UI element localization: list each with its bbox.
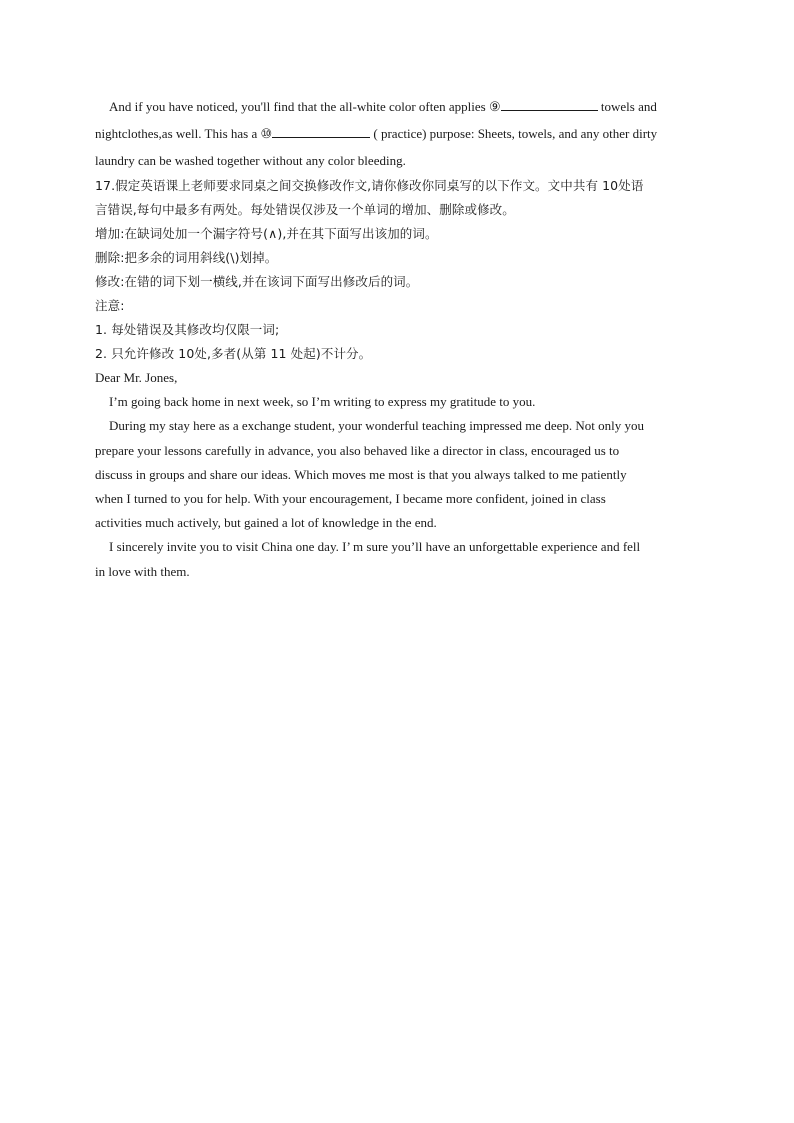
passage-line-1 [95,93,700,120]
letter-paragraph-1: I’m going back home in next week, so I’m writing to express my gratitude to you. [109,394,536,410]
passage-line-3: laundry can be washed together without any color bleeding. [95,153,406,168]
letter-paragraph-2-line-5: activities much actively, but gained a lot of knowledge in the end. [95,515,437,531]
add-rule: 增加:在缺词处加一个漏字符号(∧),并在其下面写出该加的词。 [95,226,438,241]
blank-9[interactable] [501,98,598,111]
document-page [95,93,700,584]
passage-text: towels and [597,99,657,114]
letter-paragraph-3-line-1: I sincerely invite you to visit China one day. I’ m sure you’ll have an unforgettable experience and fell [109,539,641,555]
passage-text: And if you have noticed, you'll find that the all-white color often applies ⑨ [109,99,501,114]
letter-paragraph-2-line-3: discuss in groups and share our ideas. Which moves me most is that you always talked to me patiently [95,466,627,482]
modify-rule: 修改:在错的词下划一横线,并在该词下面写出修改后的词。 [95,274,419,289]
letter-body [95,366,700,584]
note-2: 2. 只允许修改 10处,多者(从第 11 处起)不计分。 [95,346,372,361]
q17-line-2: 言错误,每句中最多有两处。每处错误仅涉及一个单词的增加、删除或修改。 [95,202,515,217]
letter-salutation: Dear Mr. Jones, [95,370,178,385]
question-17-instructions [95,174,700,366]
delete-rule: 删除:把多余的词用斜线(\)划掉。 [95,250,278,265]
letter-paragraph-2-line-1: During my stay here as a exchange student, your wonderful teaching impressed me deep. Not only you [109,418,645,434]
blank-10[interactable] [272,125,370,138]
letter-paragraph-3-line-2: in love with them. [95,563,190,579]
letter-paragraph-2-line-2: prepare your lessons carefully in advance, you also behaved like a director in class, encouraged us to [95,442,620,458]
passage-line-2 [95,120,700,147]
passage-text: ( practice) purpose: Sheets, towels, and any other dirty [370,126,658,141]
note-1: 1. 每处错误及其修改均仅限一词; [95,322,280,337]
note-title: 注意: [95,298,125,313]
cloze-passage [95,93,700,174]
letter-paragraph-2-line-4: when I turned to you for help. With your encouragement, I became more confident, joined in class [95,491,606,507]
passage-text: nightclothes,as well. This has a ⑩ [95,126,273,141]
q17-line-1: 17.假定英语课上老师要求同桌之间交换修改作文,请你修改你同桌写的以下作文。文中共有 10处语 [95,178,644,193]
